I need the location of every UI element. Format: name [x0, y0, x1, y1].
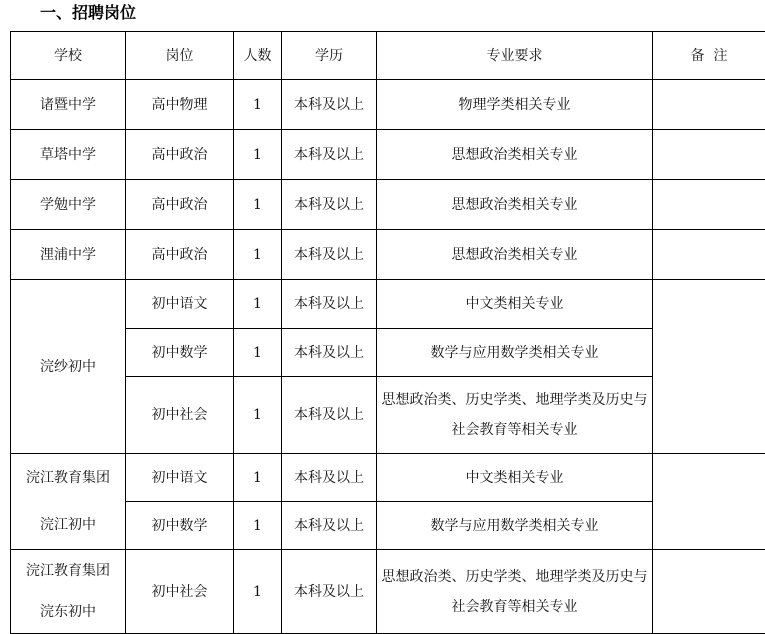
- section-heading: 一、招聘岗位: [40, 3, 137, 22]
- cell-major: 物理学类相关专业: [377, 80, 653, 130]
- cell-school: 浣江初中: [11, 502, 126, 550]
- cell-position: 初中数学: [126, 502, 234, 550]
- table-row: [11, 280, 765, 329]
- cell-school: 浣江教育集团: [11, 550, 126, 592]
- table-row: [11, 550, 765, 592]
- cell-major: 数学与应用数学类相关专业: [377, 502, 653, 550]
- cell-position: 初中社会: [126, 550, 234, 634]
- cell-education: 本科及以上: [282, 130, 377, 180]
- cell-remarks: [653, 130, 765, 180]
- cell-position: 初中数学: [126, 329, 234, 377]
- cell-count: 1: [234, 377, 282, 454]
- cell-count: 1: [234, 502, 282, 550]
- cell-position: 高中物理: [126, 80, 234, 130]
- cell-remarks: [653, 230, 765, 280]
- cell-major: 思想政治类相关专业: [377, 130, 653, 180]
- cell-position: 初中语文: [126, 454, 234, 502]
- cell-remarks: [653, 550, 765, 634]
- cell-position: 初中社会: [126, 377, 234, 454]
- cell-count: 1: [234, 230, 282, 280]
- cell-school: 浣东初中: [11, 592, 126, 634]
- cell-education: 本科及以上: [282, 377, 377, 454]
- cell-school: 浣江教育集团: [11, 454, 126, 502]
- cell-education: 本科及以上: [282, 329, 377, 377]
- cell-education: 本科及以上: [282, 550, 377, 634]
- cell-major: 思想政治类、历史学类、地理学类及历史与社会教育等相关专业: [377, 550, 653, 634]
- cell-major: 中文类相关专业: [377, 280, 653, 329]
- cell-position: 高中政治: [126, 130, 234, 180]
- cell-school: 诸暨中学: [11, 80, 126, 130]
- cell-count: 1: [234, 454, 282, 502]
- table-row: [11, 502, 765, 550]
- cell-remarks: [653, 80, 765, 130]
- cell-education: 本科及以上: [282, 454, 377, 502]
- table-row: [11, 454, 765, 502]
- cell-major: 思想政治类相关专业: [377, 180, 653, 230]
- header-major: 专业要求: [377, 32, 653, 80]
- cell-count: 1: [234, 180, 282, 230]
- cell-count: 1: [234, 550, 282, 634]
- cell-count: 1: [234, 130, 282, 180]
- cell-school: 学勉中学: [11, 180, 126, 230]
- cell-count: 1: [234, 80, 282, 130]
- table-row: [11, 80, 765, 130]
- header-count: 人数: [234, 32, 282, 80]
- cell-school: 浣纱初中: [11, 280, 126, 454]
- header-remarks: 备 注: [653, 32, 765, 80]
- cell-major: 思想政治类、历史学类、地理学类及历史与社会教育等相关专业: [377, 377, 653, 454]
- cell-education: 本科及以上: [282, 180, 377, 230]
- cell-school: 浬浦中学: [11, 230, 126, 280]
- cell-education: 本科及以上: [282, 502, 377, 550]
- recruitment-table: [10, 31, 765, 634]
- cell-education: 本科及以上: [282, 80, 377, 130]
- cell-remarks: [653, 180, 765, 230]
- cell-count: 1: [234, 329, 282, 377]
- table-row: [11, 180, 765, 230]
- cell-count: 1: [234, 280, 282, 329]
- cell-education: 本科及以上: [282, 280, 377, 329]
- cell-major: 数学与应用数学类相关专业: [377, 329, 653, 377]
- cell-school: 草塔中学: [11, 130, 126, 180]
- header-school: 学校: [11, 32, 126, 80]
- table-row: [11, 130, 765, 180]
- cell-major: 思想政治类相关专业: [377, 230, 653, 280]
- cell-education: 本科及以上: [282, 230, 377, 280]
- cell-remarks: [653, 280, 765, 454]
- cell-position: 初中语文: [126, 280, 234, 329]
- cell-remarks: [653, 454, 765, 550]
- table-row: [11, 230, 765, 280]
- cell-major: 中文类相关专业: [377, 454, 653, 502]
- cell-position: 高中政治: [126, 230, 234, 280]
- header-row: [11, 32, 765, 80]
- header-position: 岗位: [126, 32, 234, 80]
- cell-position: 高中政治: [126, 180, 234, 230]
- header-education: 学历: [282, 32, 377, 80]
